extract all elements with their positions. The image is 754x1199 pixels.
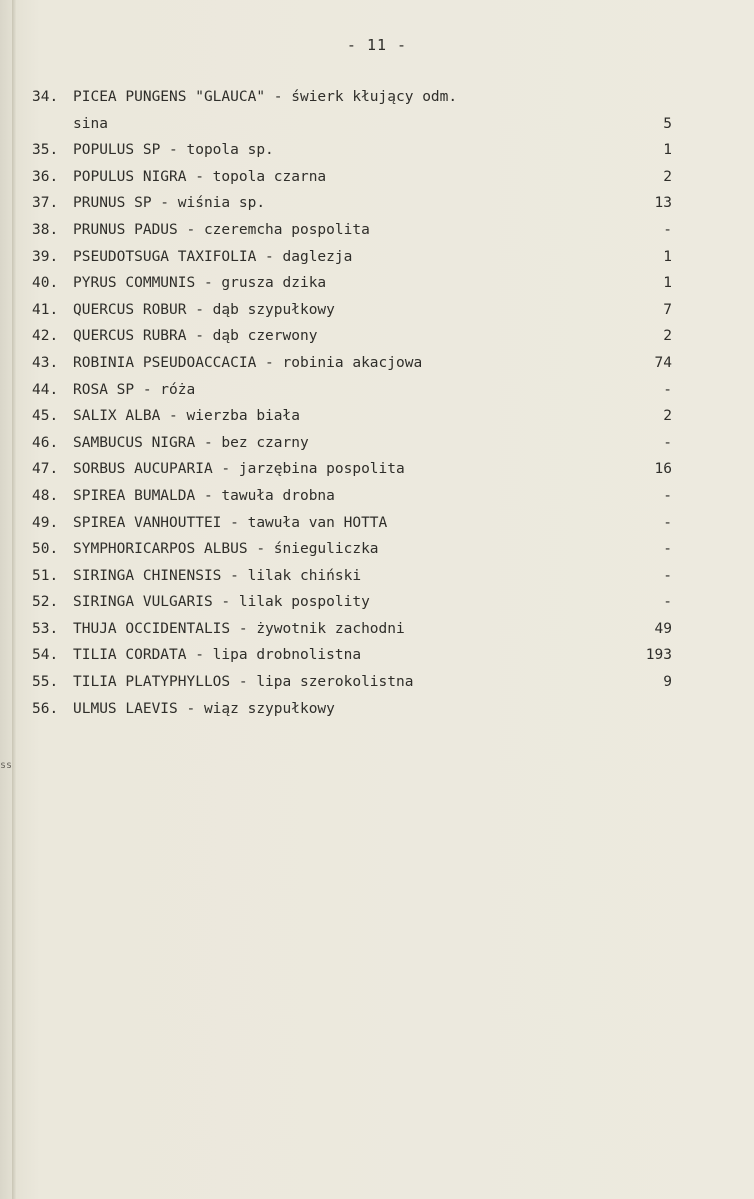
species-name-continuation: sina	[73, 115, 108, 132]
tree-count: 74	[654, 354, 672, 371]
species-name: SALIX ALBA - wierzba biała	[73, 408, 300, 425]
item-number: 40.	[32, 275, 59, 292]
list-item	[32, 589, 672, 616]
species-name: POPULUS NIGRA - topola czarna	[73, 168, 327, 185]
item-number: 41.	[32, 301, 59, 318]
item-number: 43.	[32, 354, 59, 371]
tree-count: -	[663, 221, 672, 238]
species-name: QUERCUS RUBRA - dąb czerwony	[73, 328, 318, 345]
item-number: 48.	[32, 487, 59, 504]
list-item	[32, 642, 672, 669]
item-number: 38.	[32, 221, 59, 238]
tree-count: 1	[663, 248, 672, 265]
tree-count: 13	[654, 195, 672, 212]
list-item	[32, 563, 672, 590]
list-item	[32, 403, 672, 430]
item-number: 51.	[32, 567, 59, 584]
tree-count: 5	[663, 115, 672, 132]
list-item	[32, 244, 672, 271]
list-item	[32, 377, 672, 404]
item-number: 34.	[32, 89, 59, 105]
tree-count: 2	[663, 328, 672, 345]
list-item	[32, 297, 672, 324]
list-item	[32, 190, 672, 217]
species-name: POPULUS SP - topola sp.	[73, 142, 274, 159]
tree-count: -	[663, 434, 672, 451]
item-number: 46.	[32, 434, 59, 451]
list-item	[32, 350, 672, 377]
list-item	[32, 164, 672, 191]
list-item	[32, 536, 672, 563]
tree-count: 2	[663, 168, 672, 185]
species-name: PYRUS COMMUNIS - grusza dzika	[73, 275, 327, 292]
item-number: 55.	[32, 674, 59, 691]
tree-count: -	[663, 594, 672, 611]
species-name: SPIREA BUMALDA - tawuła drobna	[73, 487, 335, 504]
item-number: 37.	[32, 195, 59, 212]
list-item	[32, 270, 672, 297]
tree-count: -	[663, 514, 672, 531]
list-item	[32, 84, 672, 111]
tree-count: 1	[663, 142, 672, 159]
item-number: 44.	[32, 381, 59, 398]
list-item	[32, 669, 672, 696]
list-item	[32, 456, 672, 483]
tree-count: -	[663, 567, 672, 584]
tree-count: 193	[645, 647, 672, 664]
species-name: SORBUS AUCUPARIA - jarzębina pospolita	[73, 461, 405, 478]
species-name: ULMUS LAEVIS - wiąz szypułkowy	[73, 700, 335, 717]
species-name: THUJA OCCIDENTALIS - żywotnik zachodni	[73, 620, 405, 637]
species-name: TILIA PLATYPHYLLOS - lipa szerokolistna	[73, 674, 414, 691]
tree-count: -	[663, 381, 672, 398]
tree-count: 49	[654, 620, 672, 637]
species-name: PRUNUS SP - wiśnia sp.	[73, 195, 266, 212]
list-item	[32, 323, 672, 350]
tree-count: -	[663, 487, 672, 504]
species-name: ROBINIA PSEUDOACCACIA - robinia akacjowa	[73, 354, 423, 371]
margin-mark: ss	[0, 760, 13, 771]
species-name: SYMPHORICARPOS ALBUS - śnieguliczka	[73, 541, 379, 558]
item-number: 39.	[32, 248, 59, 265]
list-item	[32, 616, 672, 643]
item-number: 35.	[32, 142, 59, 159]
item-number: 54.	[32, 647, 59, 664]
item-number: 49.	[32, 514, 59, 531]
tree-count: 1	[663, 275, 672, 292]
species-name: PICEA PUNGENS "GLAUCA" - świerk kłujący odm.	[73, 89, 458, 105]
item-number: 56.	[32, 700, 59, 717]
item-number: 45.	[32, 408, 59, 425]
item-number: 42.	[32, 328, 59, 345]
item-number: 47.	[32, 461, 59, 478]
species-name: SPIREA VANHOUTTEI - tawuła van HOTTA	[73, 514, 388, 531]
binding-fold	[12, 0, 16, 1199]
species-name: PRUNUS PADUS - czeremcha pospolita	[73, 221, 370, 238]
tree-count: 16	[654, 461, 672, 478]
species-name: SIRINGA VULGARIS - lilak pospolity	[73, 594, 370, 611]
species-name: QUERCUS ROBUR - dąb szypułkowy	[73, 301, 335, 318]
species-name: TILIA CORDATA - lipa drobnolistna	[73, 647, 362, 664]
list-item	[32, 483, 672, 510]
tree-count: 2	[663, 408, 672, 425]
species-name: ROSA SP - róża	[73, 381, 196, 398]
species-name: SAMBUCUS NIGRA - bez czarny	[73, 434, 309, 451]
species-name: PSEUDOTSUGA TAXIFOLIA - daglezja	[73, 248, 353, 265]
list-item-continuation	[32, 111, 672, 138]
species-list	[32, 84, 672, 722]
list-item	[32, 696, 672, 723]
tree-count: -	[663, 541, 672, 558]
tree-count: 9	[663, 674, 672, 691]
list-item	[32, 137, 672, 164]
item-number: 50.	[32, 541, 59, 558]
list-item	[32, 510, 672, 537]
item-number: 36.	[32, 168, 59, 185]
item-number: 53.	[32, 620, 59, 637]
species-name: SIRINGA CHINENSIS - lilak chiński	[73, 567, 362, 584]
list-item	[32, 430, 672, 457]
item-number: 52.	[32, 594, 59, 611]
list-item	[32, 217, 672, 244]
page-number: - 11 -	[346, 36, 408, 54]
tree-count: 7	[663, 301, 672, 318]
